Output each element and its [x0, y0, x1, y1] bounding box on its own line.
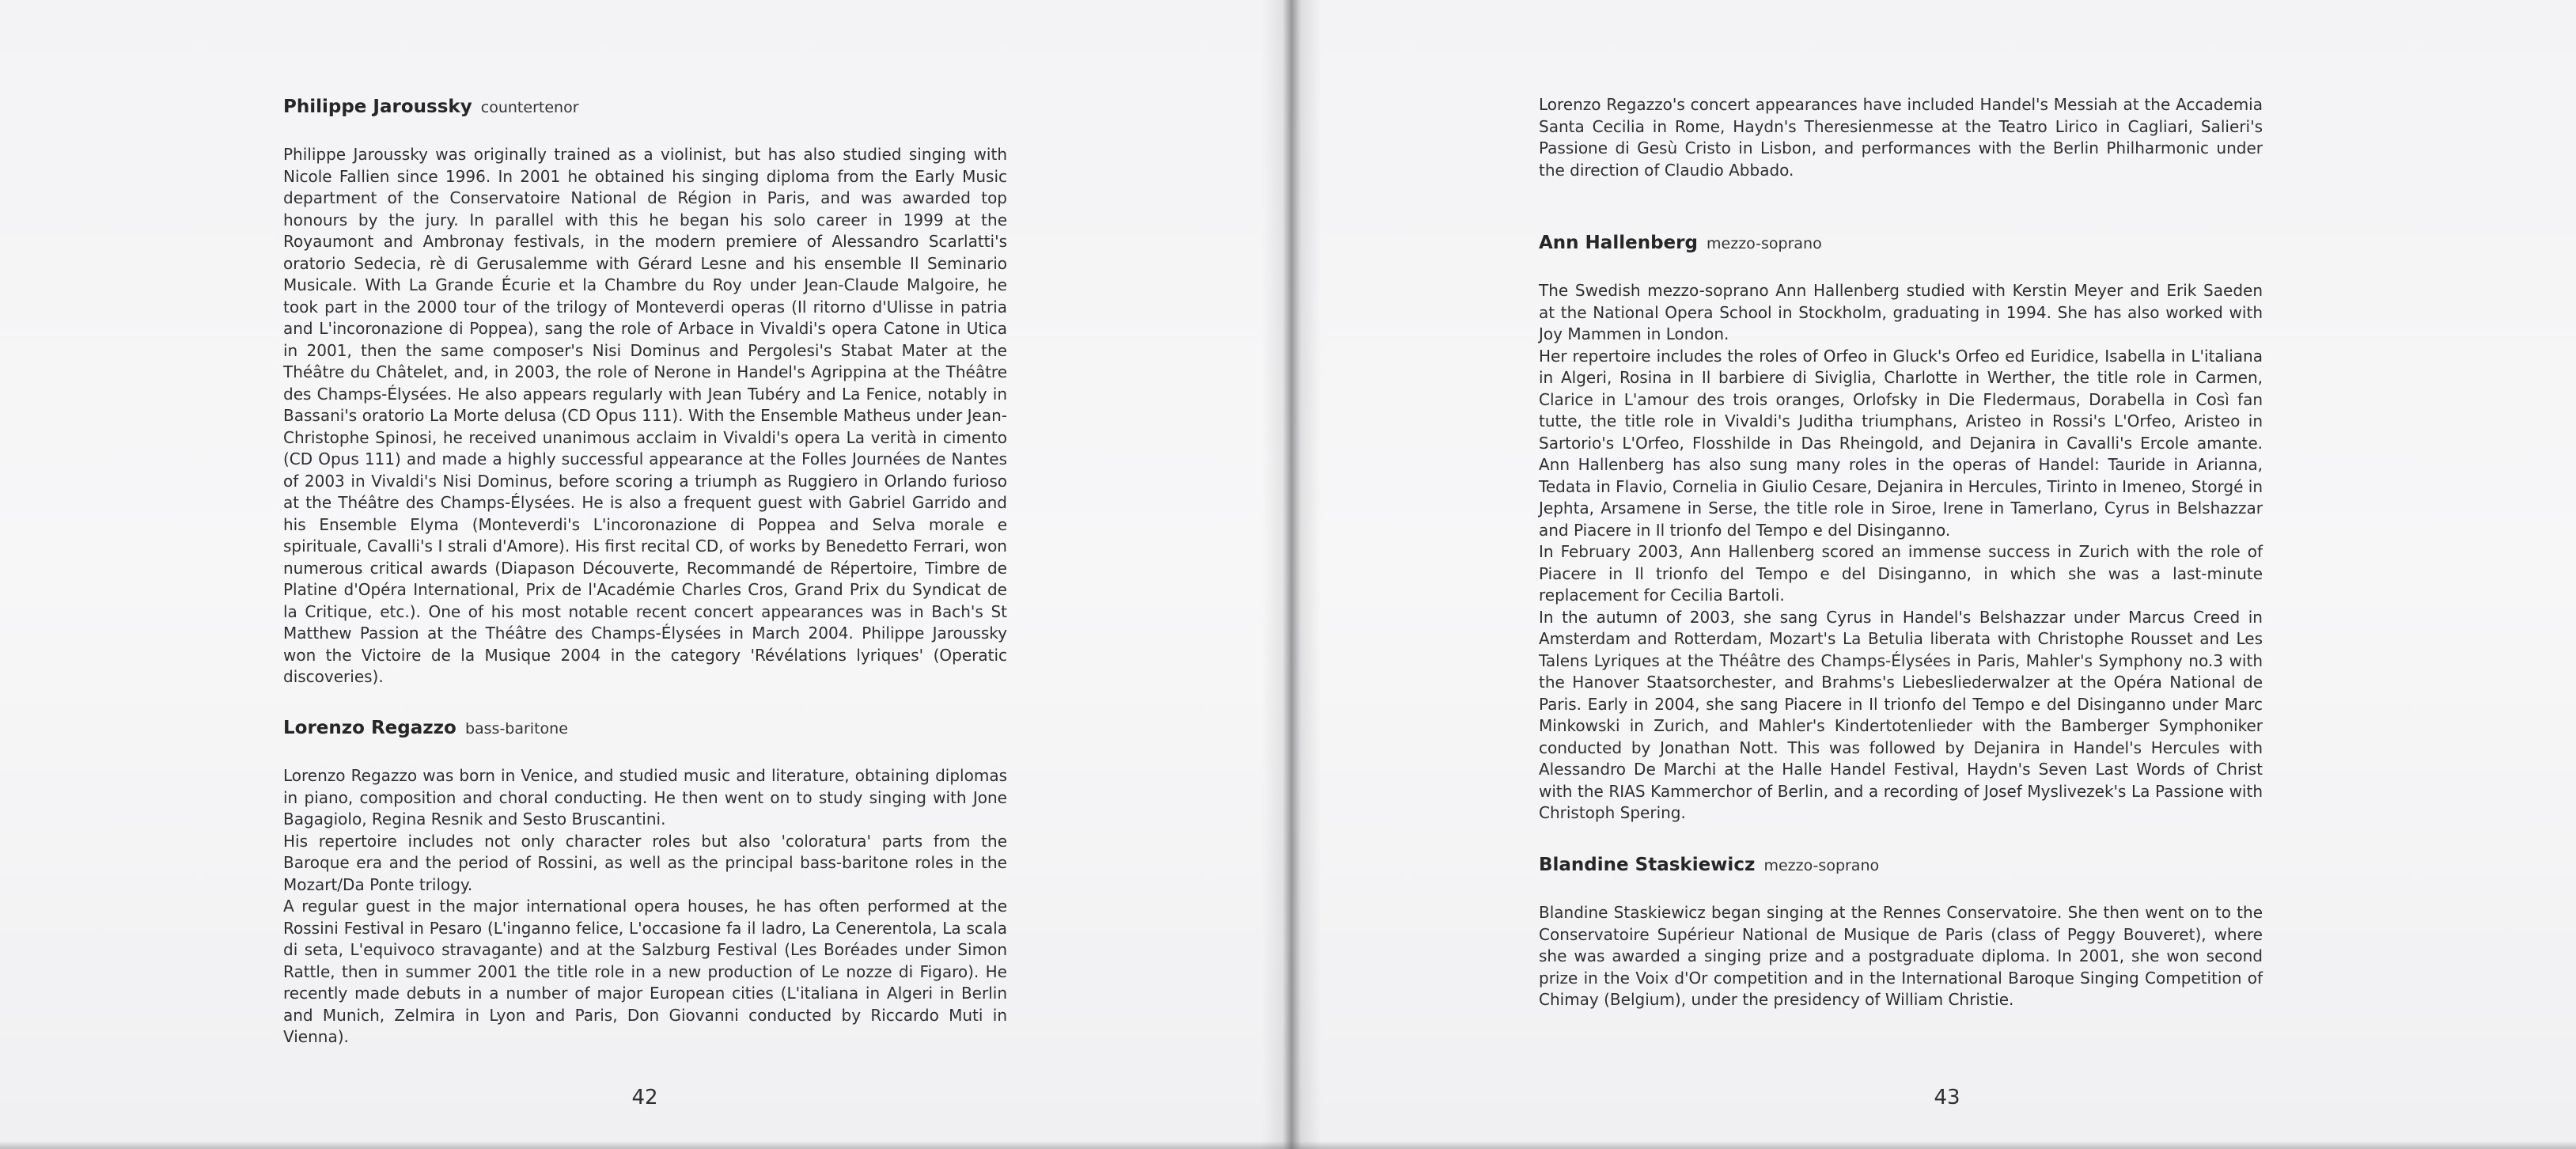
bio-paragraph: In the autumn of 2003, she sang Cyrus in Handel's Belshazzar under Marcus Creed in Amsterdam and Rotterdam, Mozart's La Betulia liberata with Christophe Rousset and Les Talens Lyriques at the Théâtre des Champs-Élysées in Paris, Mahler's Symphony no.3 with the Hanover Staatsorchester, and Brahms's Liebesliederwalzer at the Opéra National de Paris. Early in 2004, she sang Piacere in Il trionfo del Tempo e del Disinganno under Marc Minkowski in Zurich, and Mahler's Kindertotenlieder with the Bamberger Symphoniker conducted by Jonathan Nott. This was followed by Dejanira in Handel's Hercules with Alessandro De Marchi at the Halle Handel Festival, Haydn's Seven Last Words of Christ with the RIAS Kammerchor of Berlin, and a recording of Josef Myslivezek's La Passione with Christoph Spering.	[1539, 607, 2263, 822]
bio-paragraph: Lorenzo Regazzo was born in Venice, and studied music and literature, obtaining diplomas in piano, composition and choral conducting. He then went on to study singing with Jone Bagagiolo, Regina Resnik and Sesto Bruscantini.	[283, 766, 1007, 829]
bio-paragraph: Philippe Jaroussky was originally trained as a violinist, but has also studied singing with Nicole Fallien since 1996. In 2001 he obtained his singing diploma from the Early Music department of the Conservatoire National de Région in Paris, and was awarded top honours by the jury. In parallel with this he began his solo career in 1999 at the Royaumont and Ambronay festivals, in the modern premiere of Alessandro Scarlatti's oratorio Sedecia, rè di Gerusalemme with Gérard Lesne and his ensemble Il Seminario Musicale. With La Grande Écurie et la Chambre du Roy under Jean-Claude Malgoire, he took part in the 2000 tour of the trilogy of Monteverdi operas (Il ritorno d'Ulisse in patria and L'incoronazione di Poppea), sang the role of Arbace in Vivaldi's opera Catone in Utica in 2001, then the same composer's Nisi Dominus and Pergolesi's Stabat Mater at the Théâtre du Châtelet, and, in 2003, the role of Nerone in Handel's Agrippina at the Théâtre des Champs-Élysées. He also appears regularly with Jean Tubéry and La Fenice, notably in Bassani's oratorio La Morte delusa (CD Opus 111). With the Ensemble Matheus under Jean-Christophe Spinosi, he received unanimous acclaim in Vivaldi's opera La verità in cimento (CD Opus 111) and made a highly successful appearance at the Folles Journées de Nantes of 2003 in Vivaldi's Nisi Dominus, before scoring a triumph as Ruggiero in Orlando furioso at the Théâtre des Champs-Élysées. He is also a frequent guest with Gabriel Garrido and his Ensemble Elyma (Monteverdi's L'incoronazione di Poppea and Selva morale e spirituale, Cavalli's I strali d'Amore). His first recital CD, of works by Benedetto Ferrari, won numerous critical awards (Diapason Découverte, Recommandé de Répertoire, Timbre de Platine d'Opéra International, Prix de l'Académie Charles Cros, Grand Prix du Syndicat de la Critique, etc.). One of his most notable recent concert appearances was in Bach's St Matthew Passion at the Théâtre des Champs-Élysées in March 2004. Philippe Jaroussky won the Victoire de la Musique 2004 in the category 'Révélations lyriques' (Operatic discoveries).	[283, 145, 1007, 686]
left-page	[0, 0, 1278, 1149]
page-number: 43	[1934, 1086, 1960, 1109]
bio-paragraph: His repertoire includes not only character roles but also 'coloratura' parts from the Baroque era and the period of Rossini, as well as the principal bass-baritone roles in the Mozart/Da Ponte trilogy.	[283, 831, 1007, 894]
voice-type: countertenor	[480, 99, 579, 116]
voice-type: mezzo-soprano	[1707, 235, 1822, 252]
bio-continuation	[1539, 94, 2263, 181]
page-bottom-edge	[0, 1141, 2576, 1149]
bio-paragraph: The Swedish mezzo-soprano Ann Hallenberg studied with Kerstin Meyer and Erik Saeden at the National Opera School in Stockholm, graduating in 1994. She has also worked with Joy Mammen in London.	[1539, 281, 2263, 343]
bio-heading	[283, 95, 1007, 120]
bio-heading	[1539, 231, 2263, 256]
bio-philippe-jaroussky	[283, 95, 1007, 688]
artist-name: Philippe Jaroussky	[283, 97, 472, 117]
bio-paragraph: Her repertoire includes the roles of Orfeo in Gluck's Orfeo ed Euridice, Isabella in L'italiana in Algeri, Rosina in Il barbiere di Siviglia, Charlotte in Werther, the title role in Carmen, Clarice in L'amour des trois oranges, Orlofsky in Die Fledermaus, Dorabella in Così fan tutte, the title role in Vivaldi's Juditha triumphans, Aristeo in Rossi's L'Orfeo, Aristeo in Sartorio's L'Orfeo, Flosshilde in Das Rheingold, and Dejanira in Cavalli's Ercole amante. Ann Hallenberg has also sung many roles in the operas of Handel: Tauride in Arianna, Tedata in Flavio, Cornelia in Giulio Cesare, Dejanira in Hercules, Tirinto in Imeneo, Storgé in Jephta, Arsamene in Serse, the title role in Siroe, Irene in Tamerlano, Cyrus in Belshazzar and Piacere in Il trionfo del Tempo e del Disinganno.	[1539, 346, 2263, 540]
bio-heading	[1539, 853, 2263, 878]
artist-name: Lorenzo Regazzo	[283, 718, 456, 738]
bio-heading	[283, 716, 1007, 741]
bio-blandine-staskiewicz	[1539, 853, 2263, 1011]
bio-ann-hallenberg	[1539, 231, 2263, 825]
right-page	[1307, 0, 2576, 1149]
bio-paragraph: Lorenzo Regazzo's concert appearances have included Handel's Messiah at the Accademia Santa Cecilia in Rome, Haydn's Theresienmesse at the Teatro Lirico in Cagliari, Salieri's Passione di Gesù Cristo in Lisbon, and performances with the Berlin Philharmonic under the direction of Claudio Abbado.	[1539, 95, 2263, 180]
page-number: 42	[631, 1086, 658, 1109]
artist-name: Ann Hallenberg	[1539, 233, 1698, 253]
bio-paragraph: A regular guest in the major international opera houses, he has often performed at the Rossini Festival in Pesaro (L'inganno felice, L'occasione fa il ladro, La Cenerentola, La scala di seta, L'equivoco stravagante) and at the Salzburg Festival (Les Boréades under Simon Rattle, then in summer 2001 the title role in a new production of Le nozze di Figaro). He recently made debuts in a number of major European cities (L'italiana in Algeri in Berlin and Munich, Zelmira in Lyon and Paris, Don Giovanni conducted by Riccardo Muti in Vienna).	[283, 897, 1007, 1046]
artist-name: Blandine Staskiewicz	[1539, 855, 1756, 875]
voice-type: bass-baritone	[464, 720, 568, 738]
voice-type: mezzo-soprano	[1763, 857, 1880, 874]
bio-lorenzo-regazzo	[283, 716, 1007, 1049]
bio-paragraph: Blandine Staskiewicz began singing at the Rennes Conservatoire. She then went on to the Conservatoire Supérieur National de Musique de Paris (class of Peggy Bouveret), where she was awarded a singing prize and a postgraduate diploma. In 2001, she won second prize in the Voix d'Or competition and in the International Baroque Singing Competition of Chimay (Belgium), under the presidency of William Christie.	[1539, 903, 2263, 1009]
bio-paragraph: In February 2003, Ann Hallenberg scored an immense success in Zurich with the role of Piacere in Il trionfo del Tempo e del Disinganno, in which she was a last-minute replacement for Cecilia Bartoli.	[1539, 542, 2263, 605]
